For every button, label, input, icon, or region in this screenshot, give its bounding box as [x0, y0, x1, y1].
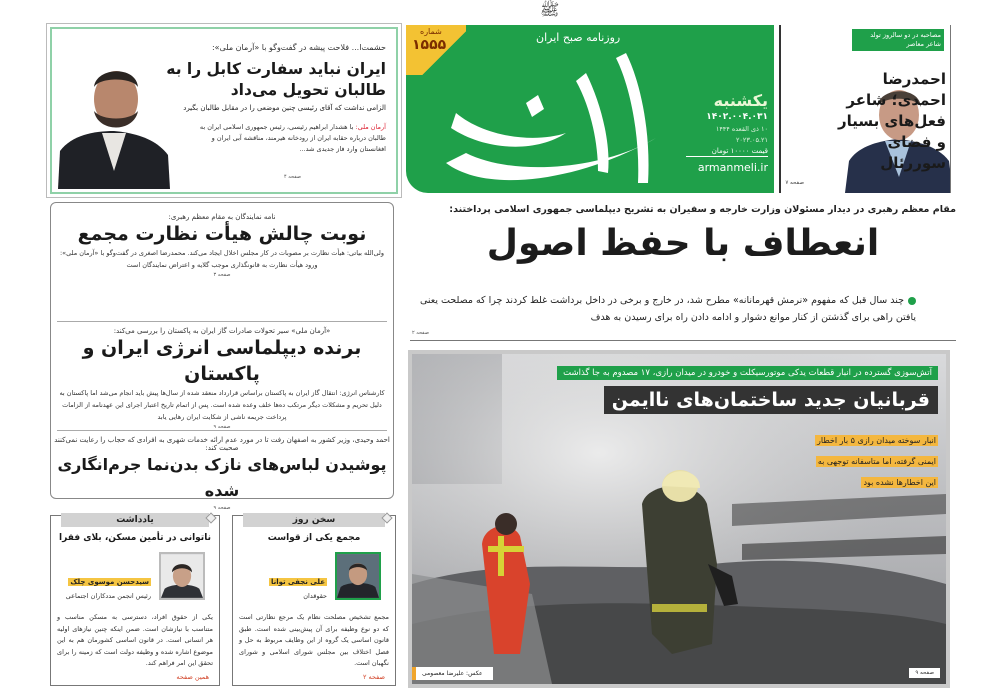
- main-lede-text: چند سال قبل که مفهوم «نرمش قهرمانانه» مطرح شد، در خارج و برخی در داخل برداشت غلط کردند چرا که مصلحت یعنی یافتن راهی برای گذشتن از کنار موانع دشوار و ادامه دادن راه برای رسیدن به هدف: [419, 295, 916, 323]
- column-headline: ناتوانی در تأمین مسکن، بلای فقرا: [59, 533, 211, 543]
- poet-headline: احمدرضا احمدی؛ شاعر فعل‌های بسیار و فضای سوررئال: [838, 70, 946, 172]
- divider: [57, 430, 387, 431]
- story-hijab[interactable]: [51, 436, 393, 511]
- story-headline: نوبت چالش هیأت نظارت مجمع: [77, 223, 367, 245]
- main-lede: [410, 292, 916, 326]
- logo-calligraphy-icon: [426, 43, 696, 193]
- fire-kicker: آتش‌سوزی گسترده در انبار قطعات یدکی موتورسیکلت و خودرو در میدان رازی، ۱۷ مصدوم به جا گذاشت: [557, 366, 938, 380]
- story-headline: برنده دیپلماسی انرژی ایران و پاکستان: [82, 337, 362, 385]
- page-reference: صفحه ۹: [213, 424, 231, 430]
- page-reference: صفحه ۹: [909, 668, 940, 678]
- date-solar: ۱۴۰۲.۰۰۴.۰۳۱: [706, 112, 768, 122]
- fire-blurb-line: ایمنی گرفته، اما متاسفانه توجهی به: [817, 457, 936, 466]
- page-reference: صفحه ۳: [213, 272, 231, 278]
- falahat-photo: [58, 51, 170, 189]
- weekday: یکشنبه: [713, 91, 768, 110]
- masthead-ornament-icon: ﷺ: [540, 0, 560, 19]
- column-headline: مجمع یکی از قواست: [267, 533, 361, 543]
- page-reference: صفحه ۴: [284, 174, 301, 180]
- issue-number: ۱۵۵۵: [412, 37, 447, 53]
- column-section-title: سخن روز: [243, 513, 385, 527]
- column-section-title: یادداشت: [61, 513, 209, 527]
- website-link[interactable]: armanmeli.ir: [697, 161, 768, 174]
- falahat-kicker: حشمت‌ا... فلاحت پیشه در گفت‌وگو با «آرمان ملی»:: [211, 43, 386, 52]
- issue-label: شماره: [420, 27, 442, 36]
- main-headline[interactable]: انعطاف با حفظ اصول: [486, 223, 880, 264]
- divider: [410, 340, 956, 341]
- tagline: روزنامه صبح ایران: [536, 31, 621, 44]
- author-role: حقوقدان: [303, 592, 327, 600]
- poet-tag: مصاحبه در دو سالروز تولد شاعر معاصر: [852, 29, 944, 51]
- story-supervision[interactable]: [51, 213, 393, 278]
- date-gregorian: ۲۰۲۳.۰۵.۲۱: [735, 136, 768, 144]
- column-body: یکی از حقوق افراد، دسترسی به مسکن مناسب و متناسب با نیازشان است. ضمن اینکه چنین نیازهای اولیه هر انسانی است. در قانون اساسی کشورمان هم به این موضوع اشاره شده و وظیفه دولت است که زمینه را برای تحقق این امر فراهم کند.: [57, 613, 213, 667]
- falahat-subhead: الزامی نداشت که آقای رئیسی چنین موضعی را در مقابل طالبان بگیرد: [183, 104, 386, 112]
- date-block: [686, 91, 768, 174]
- author-role: رئیس انجمن مددکاران اجتماعی: [65, 592, 151, 600]
- masthead: [406, 25, 774, 193]
- bullet-dot-icon: [908, 297, 916, 305]
- story-blurb: کارشناس انرژی: انتقال گاز ایران به پاکستان براساس قرارداد منعقد شده از سال‌ها پیش باید انجام می‌شد اما پاکستان به دلیل تحریم و مشکلات دیگر مرتکب ده‌ها خلف وعده شده است. پس از اتمام تاریخ اعتبار اجرای این عهدنامه از الزامات پرداخت جریمه ناشی از شکایت ایران رهایی یابد: [59, 389, 385, 421]
- poet-feature[interactable]: [779, 25, 951, 193]
- fire-blurb: [778, 428, 938, 491]
- falahat-headline: ایران نباید سفارت کابل را به طالبان تحویل می‌داد: [166, 60, 386, 99]
- main-kicker: مقام معظم رهبری در دیدار مسئولان وزارت خارجه و سفیران به تشریح دیپلماسی جمهوری اسلامی پرداختند:: [449, 204, 956, 215]
- author-photo: [335, 552, 381, 600]
- divider: [57, 321, 387, 322]
- falahat-source: آرمان ملی:: [355, 123, 386, 131]
- page-reference: همین صفحه: [176, 673, 209, 681]
- date-lunar: ۱۰ ذی القعده ۱۴۴۴: [715, 125, 768, 133]
- author-name: سیدحسن موسوی چلک: [70, 578, 149, 586]
- story-kicker: نامه نمایندگان به مقام معظم رهبری:: [168, 213, 276, 221]
- fire-blurb-line: این اخطارها نشده بود: [863, 478, 936, 487]
- column-yaddasht[interactable]: [50, 515, 220, 686]
- page-reference: صفحه ۹: [213, 505, 231, 511]
- author-name: علی نجفی توانا: [270, 578, 325, 586]
- story-blurb: ولی‌الله بیاتی: هیأت نظارت بر مصوبات در کار مجلس اخلال ایجاد می‌کند. محمدرضا اصغری در گفت‌وگو با «آرمان ملی»: ورود هیأت نظارت به قانونگذاری موجب گلایه و اعتراض نمایندگان است: [59, 249, 385, 269]
- story-kicker: احمد وحیدی، وزیر کشور به اصفهان رفت تا در مورد عدم ارائه خدمات شهری به افرادی که حجاب را رعایت نمی‌کنند صحبت کند:: [54, 436, 390, 452]
- story-pakistan-gas[interactable]: [51, 327, 393, 430]
- author-photo: [159, 552, 205, 600]
- photo-credit: عکس: علیرضا معصومی: [412, 667, 493, 680]
- left-stories: [50, 202, 394, 511]
- story-headline: پوشیدن لباس‌های نازک بدن‌نما جرم‌انگاری شده: [57, 455, 387, 500]
- price: قیمت ۱۰۰۰۰ تومان: [686, 147, 768, 157]
- falahat-body: [186, 122, 386, 155]
- fire-headline: قربانیان جدید ساختمان‌های ناایمن: [604, 386, 938, 414]
- page-reference: صفحه ۲: [412, 330, 429, 336]
- story-kicker: «آرمان ملی» سیر تحولات صادرات گاز ایران به پاکستان را بررسی می‌کند:: [113, 327, 331, 335]
- fire-photo-story[interactable]: [408, 350, 950, 688]
- page-reference: صفحه ۲: [362, 673, 385, 681]
- falahat-body-text: با هشدار ابراهیم رئیسی، رئیس جمهوری اسلامی ایران به طالبان درباره حقابه ایران از رودخانه هیرمند، مناقشه آبی ایران و افغانستان وارد فاز جدیدی شد...: [199, 123, 386, 153]
- page-reference: صفحه ۷: [785, 180, 804, 186]
- falahat-feature[interactable]: [50, 27, 398, 194]
- column-sokhan-rooz[interactable]: [232, 515, 396, 686]
- fire-blurb-line: انبار سوخته میدان رازی ۵ بار اخطار: [817, 436, 936, 445]
- column-body: مجمع تشخیص مصلحت نظام یک مرجع نظارتی است که دو نوع وظیفه برای آن پیش‌بینی شده است. طبق قانون اساسی یک گروه از این وظایف مربوط به حل و فصل اختلاف بین مجلس شورای اسلامی و شورای نگهبان است.: [239, 613, 389, 667]
